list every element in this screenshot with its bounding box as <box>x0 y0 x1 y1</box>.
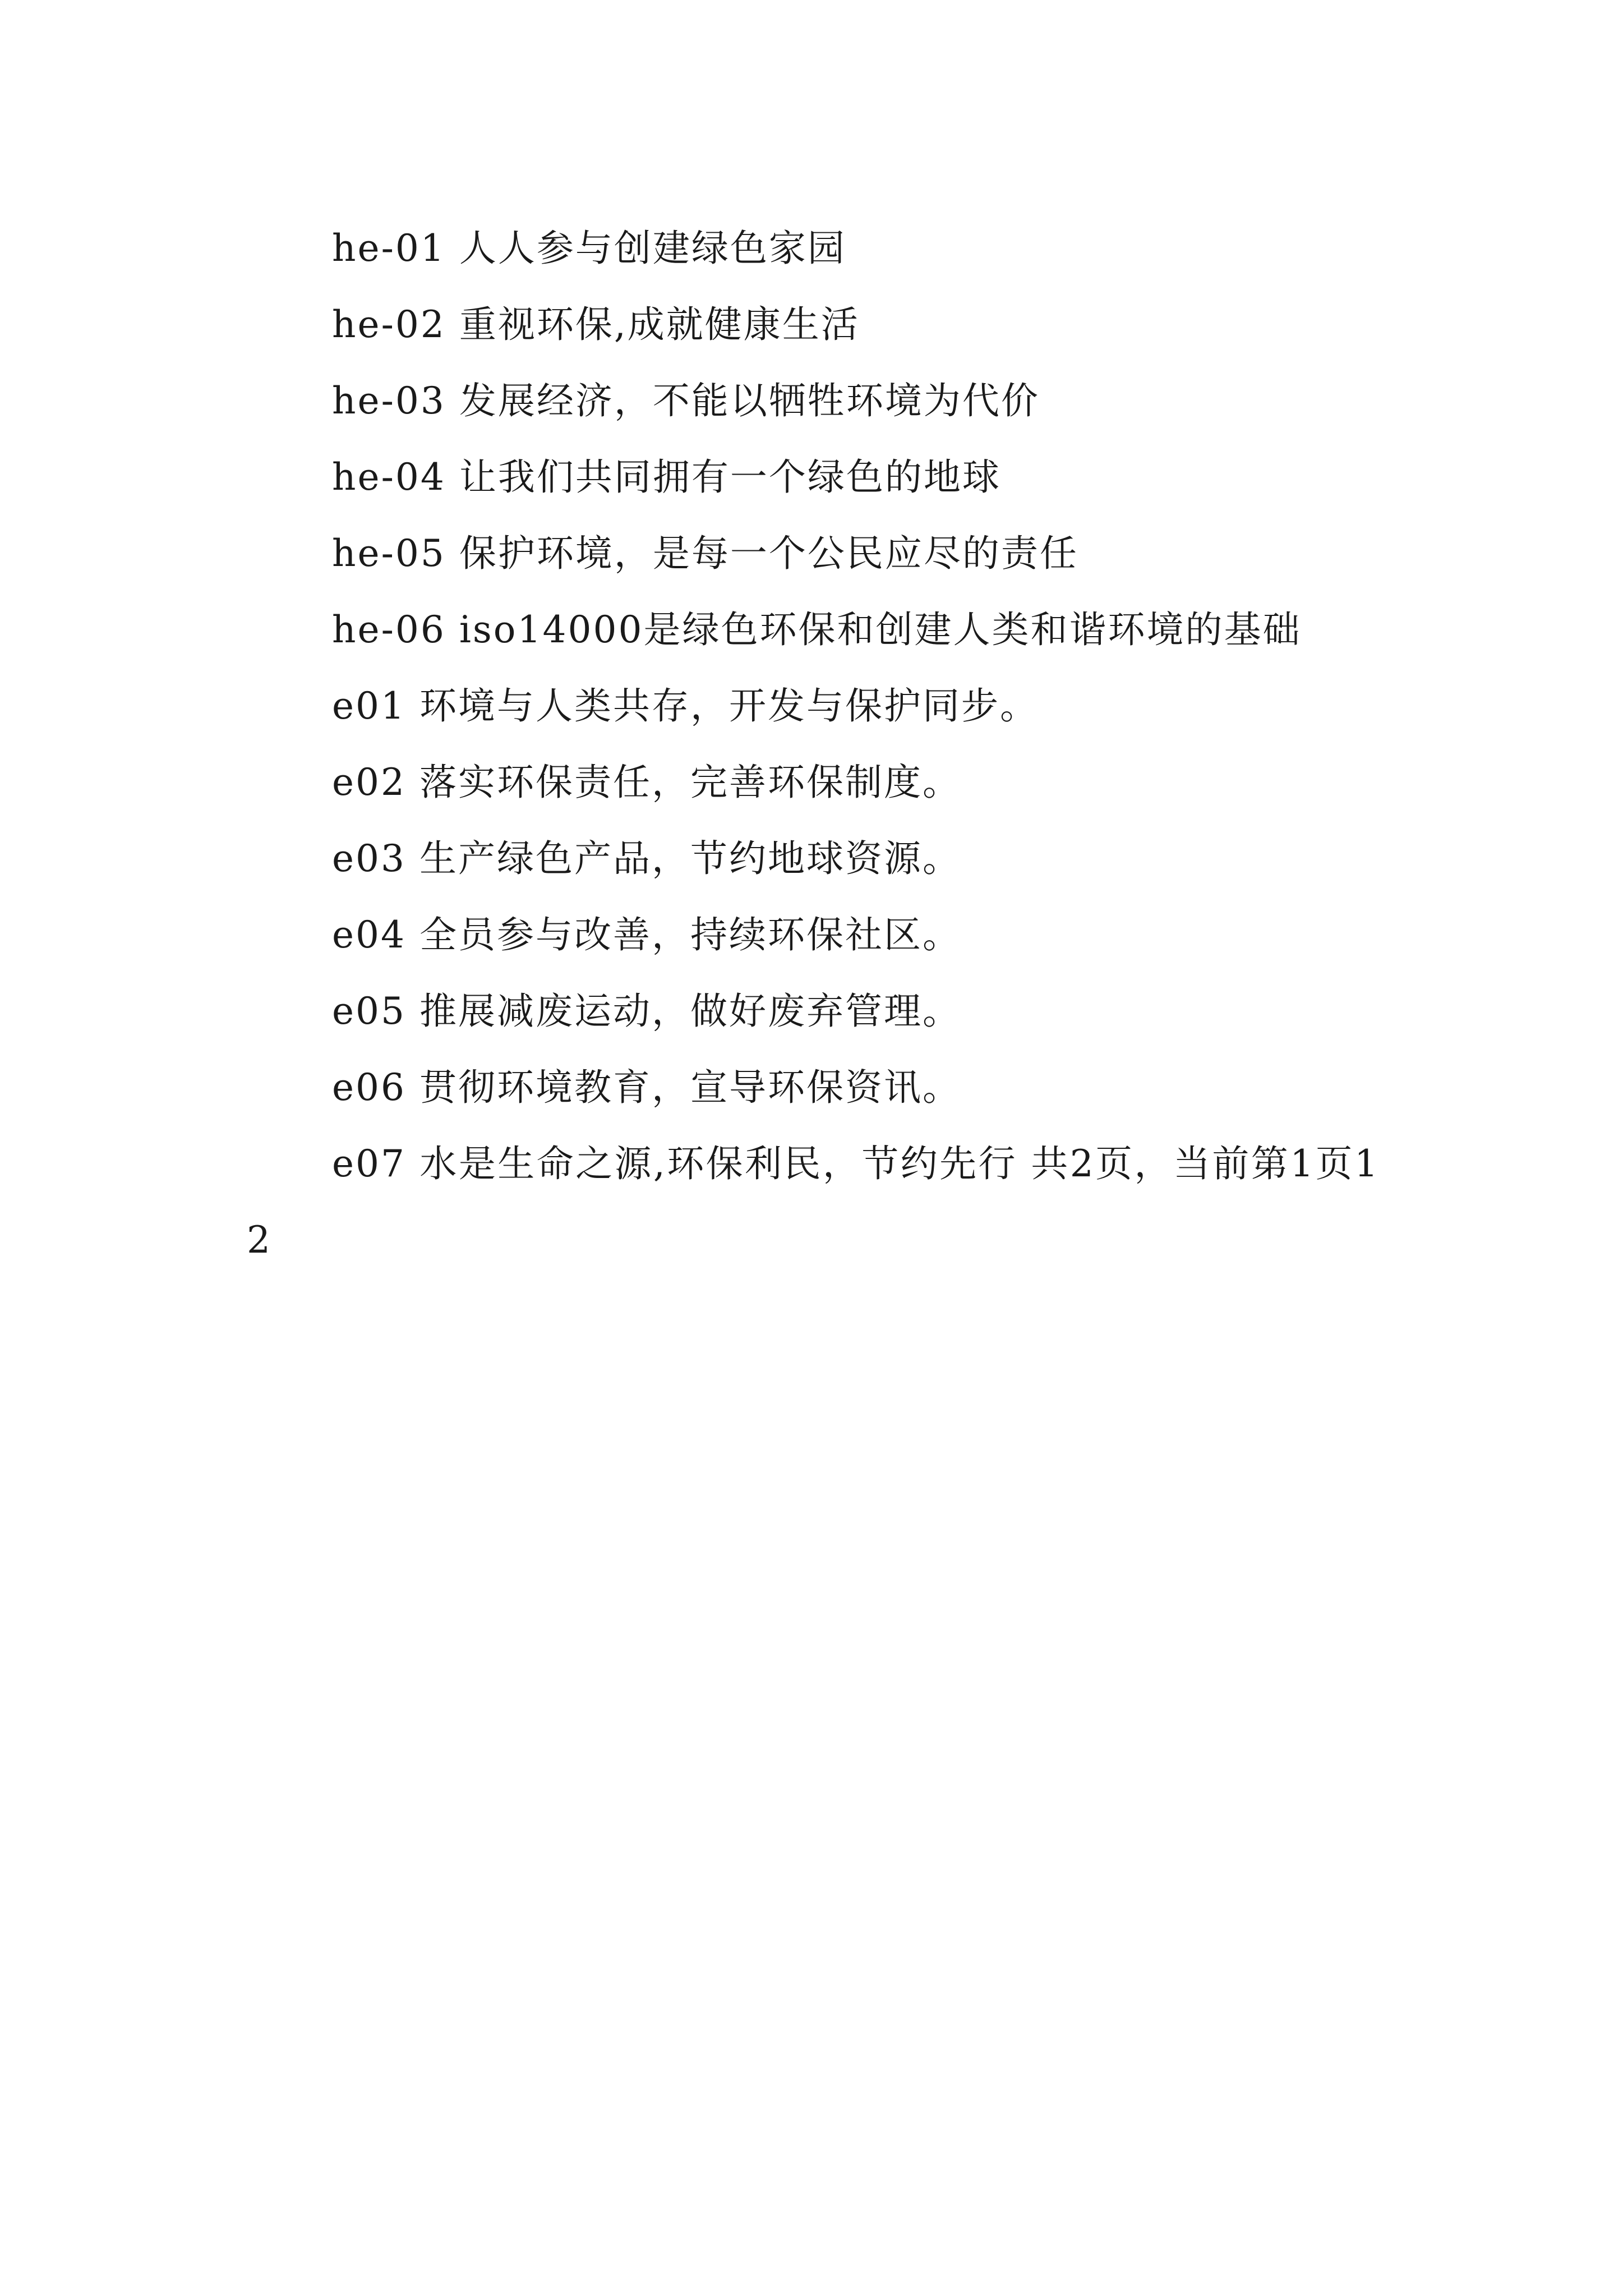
slogan-line: he-04 让我们共同拥有一个绿色的地球 <box>332 455 1001 499</box>
slogan-line: he-01 人人参与创建绿色家园 <box>332 227 846 270</box>
document-body <box>247 210 1380 1278</box>
slogan-line: he-03 发展经济，不能以牺牲环境为代价 <box>332 379 1040 422</box>
slogan-line: he-02 重视环保,成就健康生活 <box>332 303 860 346</box>
slogan-line: he-05 保护环境，是每一个公民应尽的责任 <box>332 532 1078 575</box>
slogan-line-with-page-footer: e07 水是生命之源,环保利民，节约先行 共2页，当前第1页12 <box>247 1142 1380 1262</box>
slogan-line: e02 落实环保责任，完善环保制度。 <box>332 761 962 804</box>
slogan-line: e05 推展减废运动，做好废弃管理。 <box>332 990 962 1033</box>
slogan-line: he-06 iso14000是绿色环保和创建人类和谐环境的基础 <box>332 608 1302 651</box>
slogan-line: e03 生产绿色产品，节约地球资源。 <box>332 837 962 880</box>
slogan-line: e01 环境与人类共存，开发与保护同步。 <box>332 684 1039 728</box>
slogan-line: e06 贯彻环境教育，宣导环保资讯。 <box>332 1066 962 1109</box>
slogan-line: e04 全员参与改善，持续环保社区。 <box>332 913 962 956</box>
